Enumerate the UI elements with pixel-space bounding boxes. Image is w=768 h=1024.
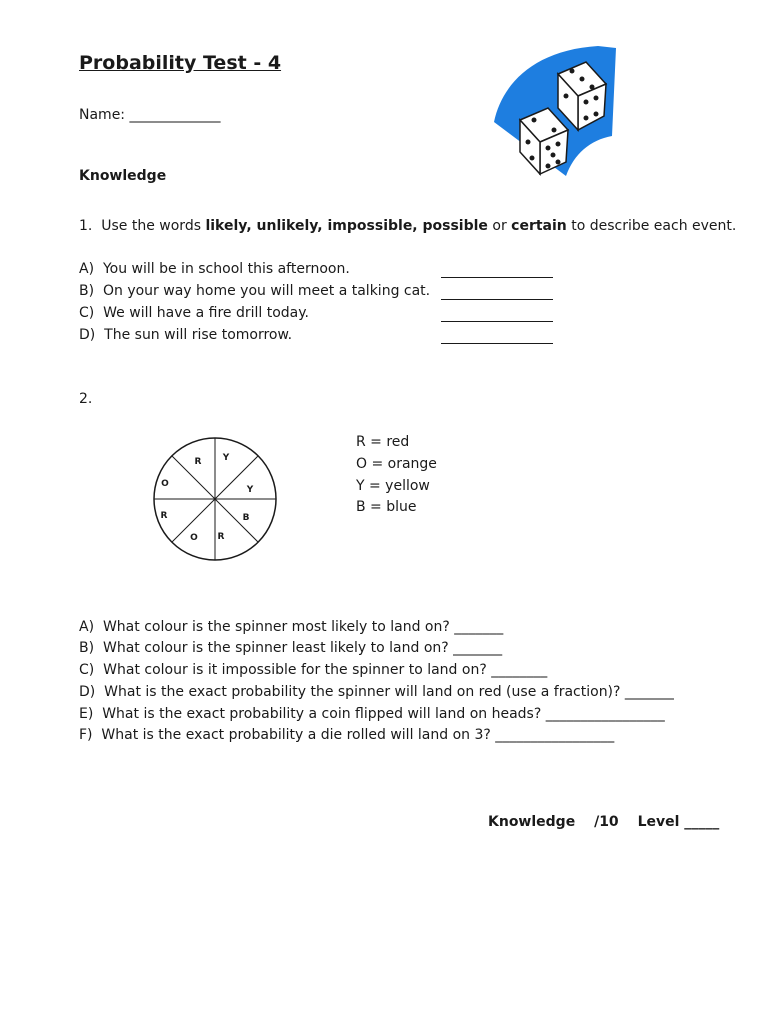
item-letter: D) (79, 327, 96, 343)
list-item (79, 706, 665, 722)
legend-item: O = orange (356, 456, 437, 472)
score-line (488, 814, 733, 830)
sector-label: Y (222, 453, 230, 463)
answer-blank[interactable] (441, 277, 553, 278)
answer-blank[interactable] (441, 299, 553, 300)
sector-label: R (194, 457, 202, 467)
section-heading: Knowledge (79, 168, 167, 184)
question-text: Use the words (101, 218, 206, 234)
sector-label: B (242, 513, 250, 523)
item-letter: C) (79, 662, 95, 678)
item-letter: B) (79, 283, 95, 299)
item-letter: C) (79, 305, 95, 321)
sector-label: R (160, 511, 168, 521)
legend-item: B = blue (356, 499, 417, 515)
question-number: 1. (79, 218, 93, 234)
name-field[interactable]: Name: _____________ (79, 107, 221, 123)
word-list: likely, unlikely, impossible, possible (205, 218, 488, 234)
item-text: On your way home you will meet a talking cat. (102, 283, 431, 299)
item-letter: A) (79, 619, 95, 635)
item-text: What colour is it impossible for the spinner to land on? ________ (103, 662, 548, 678)
dice-logo (494, 44, 622, 178)
item-text: What is the exact probability a coin flipped will land on heads? _________________ (102, 706, 665, 722)
word-certain: certain (511, 218, 567, 234)
page-title: Probability Test - 4 (79, 52, 282, 74)
sector-label: O (190, 533, 198, 543)
sector-label: R (217, 532, 225, 542)
list-item (79, 640, 502, 656)
item-text: The sun will rise tomorrow. (104, 327, 293, 343)
list-item (79, 283, 430, 299)
list-item (79, 327, 292, 343)
item-text: You will be in school this afternoon. (102, 261, 350, 277)
item-letter: F) (79, 727, 93, 743)
score-label: Knowledge (488, 814, 576, 830)
item-text: What colour is the spinner least likely to land on? _______ (102, 640, 503, 656)
item-text: What is the exact probability a die rolled will land on 3? _________________ (101, 727, 615, 743)
question-text: to describe each event. (566, 218, 737, 234)
question-2-number: 2. (79, 391, 93, 407)
answer-blank[interactable] (441, 321, 553, 322)
list-item (79, 662, 547, 678)
sector-label: Y (246, 485, 254, 495)
spinner-diagram (150, 436, 280, 566)
list-item (79, 261, 350, 277)
item-text: We will have a fire drill today. (103, 305, 309, 321)
legend-item: R = red (356, 434, 410, 450)
list-item (79, 684, 674, 700)
item-letter: E) (79, 706, 94, 722)
item-text: What is the exact probability the spinner will land on red (use a fraction)? _______ (104, 684, 674, 700)
question-1 (79, 218, 736, 234)
level-field[interactable]: Level _____ (637, 814, 720, 830)
item-letter: A) (79, 261, 95, 277)
item-letter: D) (79, 684, 96, 700)
question-text: or (487, 218, 512, 234)
score-out-of: /10 (594, 814, 619, 830)
legend-item: Y = yellow (356, 478, 430, 494)
list-item (79, 619, 503, 635)
answer-blank[interactable] (441, 343, 553, 344)
list-item (79, 305, 309, 321)
item-text: What colour is the spinner most likely to land on? _______ (102, 619, 504, 635)
item-letter: B) (79, 640, 95, 656)
list-item (79, 727, 614, 743)
sector-label: O (161, 479, 169, 489)
